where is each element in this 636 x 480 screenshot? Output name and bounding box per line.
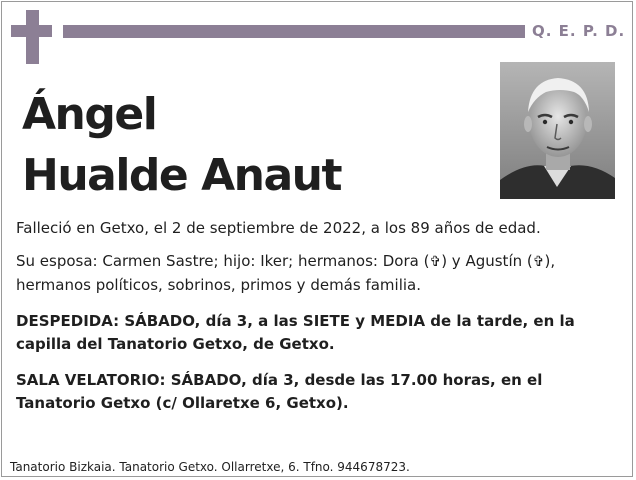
farewell-statement: DESPEDIDA: SÁBADO, día 3, a las SIETE y MEDIA de la tarde, en la capilla del Tanatorio Getxo, de Getxo.	[16, 312, 575, 353]
family-statement	[16, 250, 612, 297]
cross-icon: ✞	[429, 254, 442, 270]
family-text-b: ) y Agustín (	[441, 252, 533, 270]
qepd-label: Q. E. P. D.	[532, 22, 626, 40]
family-text-c: ),	[544, 252, 556, 270]
deceased-first-name: Ángel	[22, 89, 157, 140]
header-bar	[63, 25, 525, 38]
deceased-surnames: Hualde Anaut	[22, 150, 342, 201]
cross-icon: ✞	[532, 254, 545, 270]
deceased-photo	[500, 62, 615, 199]
cross-icon-horizontal	[11, 25, 52, 37]
wake-statement: SALA VELATORIO: SÁBADO, día 3, desde las 17.00 horas, en el Tanatorio Getxo (c/ Ollaretxe 6, Getxo).	[16, 371, 543, 412]
portrait-image	[500, 62, 615, 199]
family-text-d: hermanos políticos, sobrinos, primos y demás familia.	[16, 276, 422, 294]
family-text-a: Su esposa: Carmen Sastre; hijo: Iker; hermanos: Dora (	[16, 252, 430, 270]
cross-icon-vertical	[26, 10, 39, 64]
death-statement: Falleció en Getxo, el 2 de septiembre de 2022, a los 89 años de edad.	[16, 219, 541, 237]
funeral-home-footer: Tanatorio Bizkaia. Tanatorio Getxo. Ollarretxe, 6. Tfno. 944678723.	[10, 460, 410, 474]
